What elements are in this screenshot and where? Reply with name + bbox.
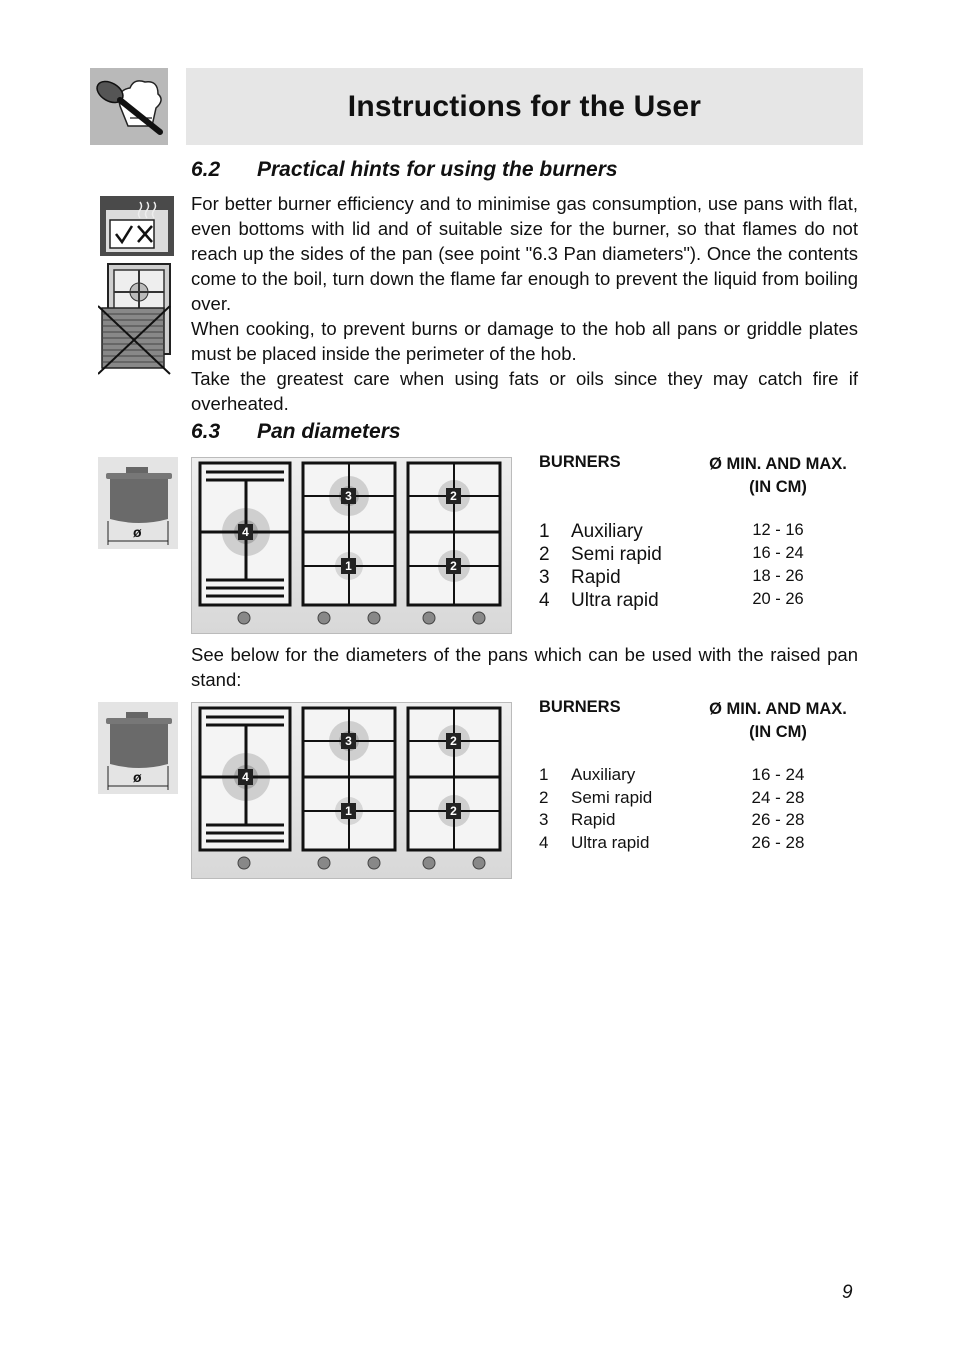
column-header-burners: BURNERS [539, 453, 621, 471]
burner-label: 2 [446, 558, 461, 574]
table-row: 2 Semi rapid 16 - 24 [539, 544, 804, 565]
burner-label: 3 [341, 733, 356, 749]
section-6-3-heading [191, 420, 401, 444]
paragraph: When cooking, to prevent burns or damage to the hob all pans or griddle plates must be placed inside the perimeter of the hob. [191, 318, 858, 364]
burner-label: 4 [238, 524, 253, 540]
burner-label: 2 [446, 803, 461, 819]
section-title: Pan diameters [257, 420, 401, 443]
section-title: Practical hints for using the burners [257, 158, 618, 181]
table-row: 1 Auxiliary 16 - 24 [539, 765, 805, 784]
pot-diameter-icon [98, 702, 178, 794]
table-header [539, 453, 859, 503]
hob-diagram-standard [191, 457, 512, 634]
burner-label: 2 [446, 733, 461, 749]
page-title: Instructions for the User [347, 89, 702, 123]
column-header-burners: BURNERS [539, 698, 621, 716]
pan-correct-usage-icon [100, 196, 174, 256]
table-row: 2 Semi rapid 24 - 28 [539, 787, 805, 807]
burner-label: 1 [341, 803, 356, 819]
burner-label: 3 [341, 488, 356, 504]
column-header-range: Ø MIN. AND MAX. (IN CM) [709, 700, 847, 741]
raised-stand-note: See below for the diameters of the pans which can be used with the raised pan stand: [191, 644, 858, 690]
diameter-symbol: ø [133, 524, 142, 540]
column-header-range: Ø MIN. AND MAX. (IN CM) [709, 455, 847, 496]
burner-label: 4 [238, 769, 253, 785]
chef-logo-icon [90, 68, 168, 145]
section-number: 6.3 [191, 420, 221, 443]
table-header [539, 698, 859, 748]
burner-label: 1 [341, 558, 356, 574]
hob-diagram-raised-stand [191, 702, 512, 879]
pot-diameter-icon [98, 457, 178, 549]
pan-diameter-table-raised [539, 698, 859, 856]
paragraph: For better burner efficiency and to minimise gas consumption, use pans with flat, even bottoms with lid and of suitable size for the burner, so that flames do not reach up the sides of the pan (see point "6.3 Pan diameters"). Once the contents come to the boil, turn down the flame far enough to prevent the liquid from boiling over. [191, 193, 858, 314]
griddle-outside-hob-icon [98, 262, 176, 376]
section-6-2-body [191, 191, 858, 416]
pan-diameter-table-standard [539, 453, 859, 613]
table-row: 3 Rapid 26 - 28 [539, 810, 805, 830]
table-row: 3 Rapid 18 - 26 [539, 567, 804, 588]
table-row: 1 Auxiliary 12 - 16 [539, 521, 804, 542]
burner-label: 2 [446, 488, 461, 504]
table-row: 4 Ultra rapid 20 - 26 [539, 590, 804, 611]
page-number: 9 [842, 1282, 853, 1303]
section-6-2-heading [191, 158, 618, 182]
section-number: 6.2 [191, 158, 221, 181]
header-bar [186, 68, 863, 145]
paragraph: Take the greatest care when using fats or oils since they may catch fire if overheated. [191, 368, 858, 414]
diameter-symbol: ø [133, 769, 142, 785]
table-row: 4 Ultra rapid 26 - 28 [539, 833, 805, 853]
